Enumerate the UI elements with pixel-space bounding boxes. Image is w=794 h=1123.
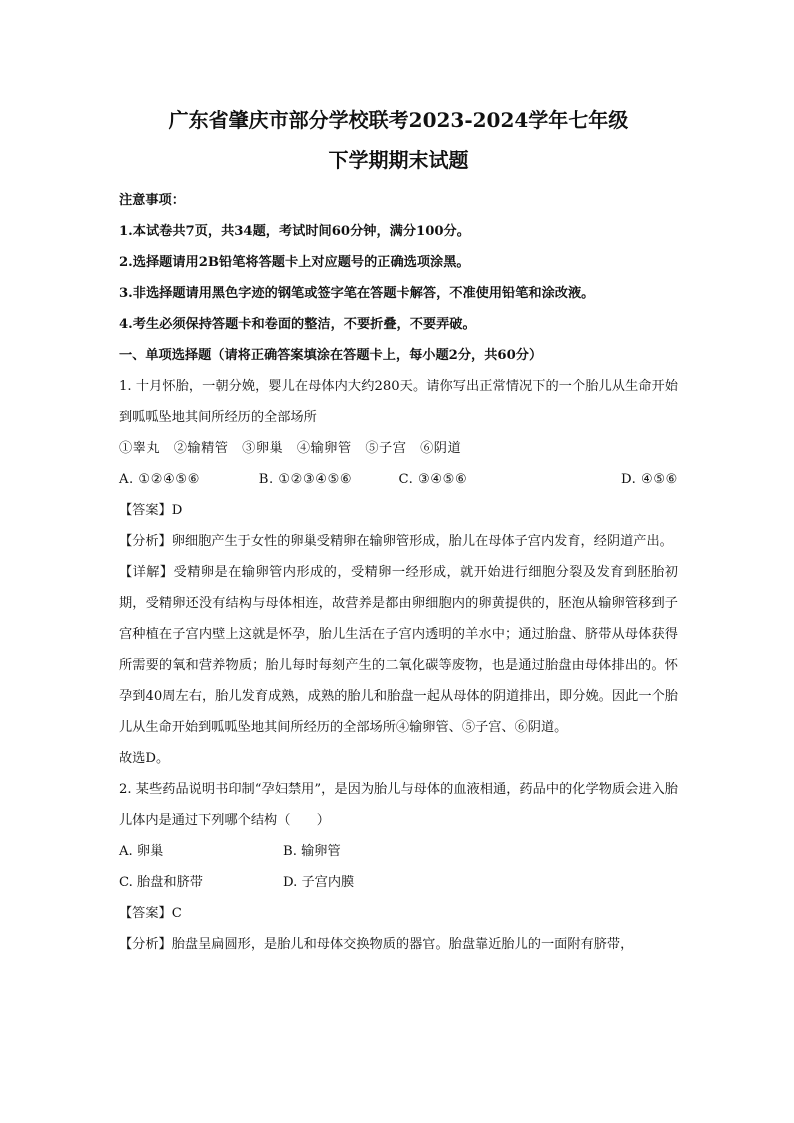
option-c: C. ③④⑤⑥ bbox=[398, 472, 468, 487]
option-d: D. 子宫内膜 bbox=[283, 875, 355, 890]
question-2-answer: 【答案】C bbox=[119, 906, 182, 921]
note-item: 3.非选择题请用黑色字迹的钢笔或签字笔在答题卡解答，不准使用铅笔和涂改液。 bbox=[119, 286, 595, 301]
note-item: 1.本试卷共7页，共34题，考试时间60分钟，满分100分。 bbox=[119, 224, 470, 239]
exam-title-line2: 下学期期末试题 bbox=[328, 148, 469, 172]
option-b: B. 输卵管 bbox=[283, 844, 341, 859]
question-1-options bbox=[119, 464, 678, 495]
question-1-stem: 1. 十月怀胎，一朝分娩，婴儿在母体内大约280天。请你写出正常情况下的一个胎儿从生命开始到呱呱坠地其间所经历的全部场所 bbox=[119, 379, 678, 425]
question-1-answer: 【答案】D bbox=[119, 503, 183, 518]
option-a: A. ①②④⑤⑥ bbox=[119, 472, 201, 487]
note-item: 2.选择题请用2B铅笔将答题卡上对应题号的正确选项涂黑。 bbox=[119, 255, 470, 270]
question-2-options-row1 bbox=[119, 836, 678, 867]
notes-label: 注意事项： bbox=[119, 193, 185, 208]
option-b: B. ①②③④⑤⑥ bbox=[258, 472, 353, 487]
question-2-stem: 2. 某些药品说明书印制“孕妇禁用”，是因为胎儿与母体的血液相通，药品中的化学物质会进入胎儿体内是通过下列哪个结构（ ） bbox=[119, 782, 678, 828]
question-1-conclusion: 故选D。 bbox=[119, 751, 170, 766]
question-2-analysis: 【分析】胎盘呈扁圆形，是胎儿和母体交换物质的器官。胎盘靠近胎儿的一面附有脐带， bbox=[119, 937, 634, 952]
question-1-items: ①睾丸 ②输精管 ③卵巢 ④输卵管 ⑤子宫 ⑥阴道 bbox=[119, 441, 462, 456]
question-2-options-row2 bbox=[119, 867, 678, 898]
question-1-analysis: 【分析】卵细胞产生于女性的卵巢受精卵在输卵管形成，胎儿在母体子宫内发育，经阴道产出。 bbox=[119, 534, 673, 549]
option-a: A. 卵巢 bbox=[119, 844, 164, 859]
section-title: 一、单项选择题（请将正确答案填涂在答题卡上，每小题2分，共60分） bbox=[119, 348, 543, 363]
option-d: D. ④⑤⑥ bbox=[621, 472, 678, 487]
question-1-detail: 【详解】受精卵是在输卵管内形成的，受精卵一经形成，就开始进行细胞分裂及发育到胚胎初期，受精卵还没有结构与母体相连，故营养是都由卵细胞内的卵黄提供的，胚泡从输卵管移到子宫种植在子宫内壁上这就是怀孕，胎儿生活在子宫内透明的羊水中；通过胎盘、脐带从母体获得所需要的氧和营养物质；胎儿每时每刻产生的二氧化碳等废物，也是通过胎盘由母体排出的。怀孕到40周左右，胎儿发育成熟，成熟的胎儿和胎盘一起从母体的阴道排出，即分娩。因此一个胎儿从生命开始到呱呱坠地其间所经历的全部场所④输卵管、⑤子宫、⑥阴道。 bbox=[119, 565, 678, 735]
exam-title-line1: 广东省肇庆市部分学校联考2023-2024学年七年级 bbox=[168, 108, 629, 132]
option-c: C. 胎盘和脐带 bbox=[119, 875, 203, 890]
note-item: 4.考生必须保持答题卡和卷面的整洁，不要折叠，不要弄破。 bbox=[119, 317, 476, 332]
